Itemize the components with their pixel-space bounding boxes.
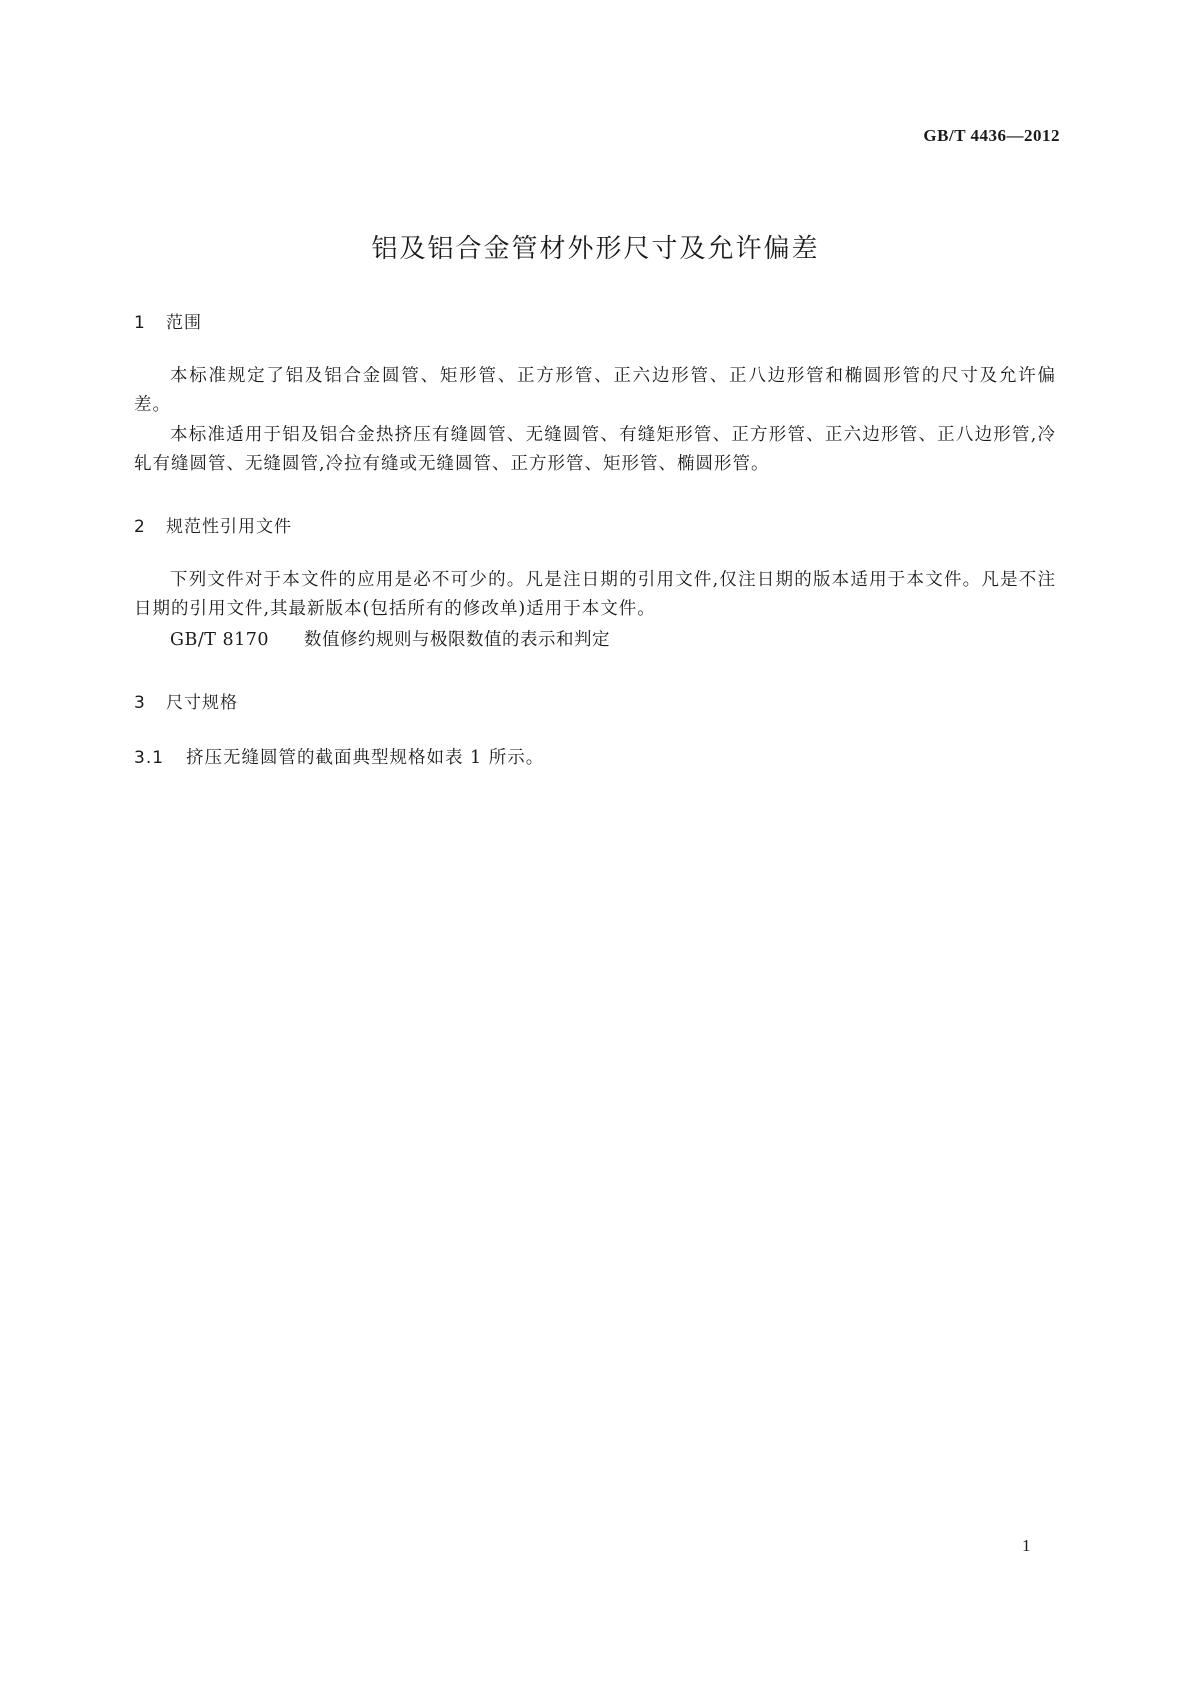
section-title: 范围 [166, 313, 202, 333]
normative-reference [170, 626, 610, 651]
section-3-heading [134, 688, 238, 713]
section-number: 1 [134, 313, 146, 333]
standard-number: GB/T 4436—2012 [923, 126, 1060, 145]
section-1-paragraph-2: 本标准适用于铝及铝合金热挤压有缝圆管、无缝圆管、有缝矩形管、正方形管、正六边形管、正八边形管,冷轧有缝圆管、无缝圆管,冷拉有缝或无缝圆管、正方形管、矩形管、椭圆形管。 [134, 425, 1056, 474]
section-1-paragraph-1: 本标准规定了铝及铝合金圆管、矩形管、正方形管、正六边形管、正八边形管和椭圆形管的尺寸及允许偏差。 [134, 366, 1056, 415]
section-2-paragraph-1: 下列文件对于本文件的应用是必不可少的。凡是注日期的引用文件,仅注日期的版本适用于本文件。凡是不注日期的引用文件,其最新版本(包括所有的修改单)适用于本文件。 [134, 570, 1056, 619]
section-number: 2 [134, 517, 146, 537]
section-number: 3 [134, 693, 146, 713]
section-2-heading [134, 512, 292, 537]
clause-number: 3.1 [134, 748, 165, 768]
section-title: 规范性引用文件 [166, 517, 292, 537]
reference-title: 数值修约规则与极限数值的表示和判定 [304, 630, 610, 650]
page-number: 1 [1022, 1536, 1031, 1555]
clause-3-1 [134, 744, 544, 769]
reference-code: GB/T 8170 [170, 630, 270, 650]
clause-text: 挤压无缝圆管的截面典型规格如表 1 所示。 [186, 748, 545, 768]
document-title: 铝及铝合金管材外形尺寸及允许偏差 [371, 234, 820, 264]
section-title: 尺寸规格 [166, 693, 238, 713]
section-1-heading [134, 308, 202, 333]
